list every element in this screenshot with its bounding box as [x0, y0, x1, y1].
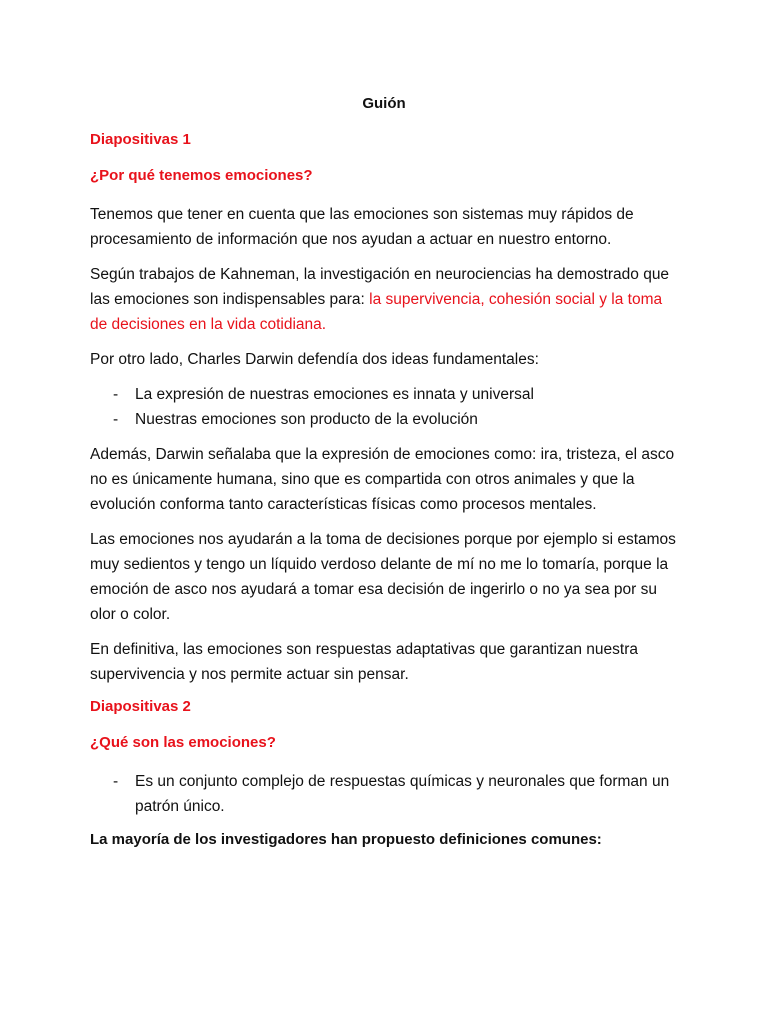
- emotions-definition-list: [90, 769, 678, 819]
- paragraph-5: Las emociones nos ayudarán a la toma de decisiones porque por ejemplo si estamos muy sedientos y tengo un líquido verdoso delante de mí no me lo tomaría, porque la emoción de asco nos ayudará a tomar esa decisión de ingerirlo o no ya sea por su olor o color.: [90, 531, 676, 623]
- list-item-text: Nuestras emociones son producto de la evolución: [135, 411, 478, 428]
- list-item-text: Es un conjunto complejo de respuestas químicas y neuronales que forman un patrón único.: [135, 773, 670, 815]
- bold-statement: La mayoría de los investigadores han propuesto definiciones comunes:: [90, 831, 602, 848]
- section-2-heading: Diapositivas 2: [90, 698, 191, 715]
- paragraph-1: Tenemos que tener en cuenta que las emociones son sistemas muy rápidos de procesamiento de información que nos ayudan a actuar en nuestro entorno.: [90, 206, 634, 248]
- darwin-ideas-list: [90, 382, 678, 432]
- paragraph-2: [90, 262, 678, 337]
- paragraph-6: En definitiva, las emociones son respuestas adaptativas que garantizan nuestra supervivencia y nos permite actuar sin pensar.: [90, 641, 639, 683]
- section-1-question: ¿Por qué tenemos emociones?: [90, 167, 313, 184]
- section-2-question: ¿Qué son las emociones?: [90, 734, 276, 751]
- paragraph-2-text: Según trabajos de Kahneman, la investigación en neurociencias ha demostrado que las emociones son indispensables para:: [90, 266, 670, 308]
- document-title: Guión: [362, 95, 406, 112]
- list-item: [90, 382, 678, 407]
- section-1-heading: Diapositivas 1: [90, 131, 191, 148]
- dash-marker: -: [113, 411, 119, 428]
- paragraph-3: Por otro lado, Charles Darwin defendía dos ideas fundamentales:: [90, 351, 539, 368]
- dash-marker: -: [113, 386, 119, 403]
- dash-marker: -: [113, 773, 119, 790]
- list-item-text: La expresión de nuestras emociones es innata y universal: [135, 386, 534, 403]
- list-item: [90, 407, 678, 432]
- paragraph-2-highlight: la supervivencia, cohesión social y la toma de decisiones en la vida cotidiana.: [90, 291, 663, 333]
- paragraph-4: Además, Darwin señalaba que la expresión de emociones como: ira, tristeza, el asco no es únicamente humana, sino que es compartida con otros animales y que la evolución conforma tanto características físicas como procesos mentales.: [90, 446, 675, 513]
- list-item: [90, 769, 678, 819]
